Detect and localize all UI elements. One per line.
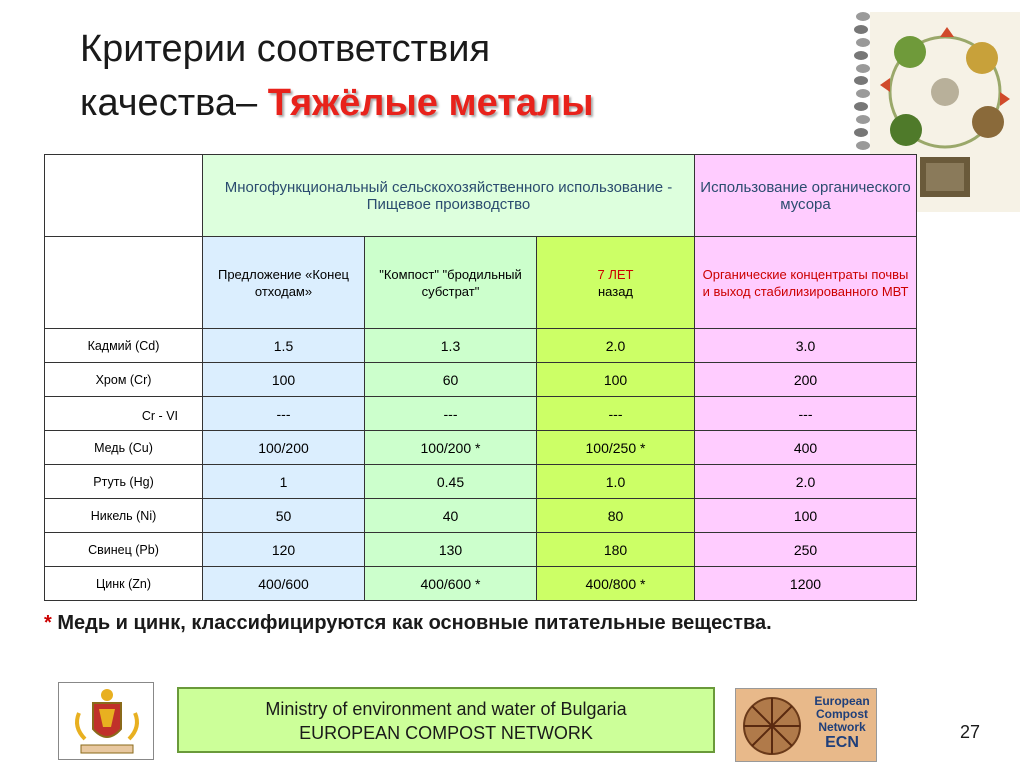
title-prefix: качества–	[80, 82, 268, 124]
cell-value: 400/600	[203, 567, 365, 601]
cell-value: 100/250 *	[537, 431, 695, 465]
cell-value: 400/800 *	[537, 567, 695, 601]
cell-value: 100	[537, 363, 695, 397]
cell-value: 1.5	[203, 329, 365, 363]
row-label-ni: Никель (Ni)	[45, 499, 203, 533]
ecn-line-3: Network	[818, 720, 866, 734]
cell-value: 60	[365, 363, 537, 397]
header-agri-use: Многофункциональный сельскохозяйственного использование - Пищевое производство	[203, 155, 695, 237]
cell-value: 400/600 *	[365, 567, 537, 601]
col-proposal: Предложение «Конец отходам»	[203, 237, 365, 329]
row-label-cr-vi: Cr - VI	[45, 397, 203, 431]
cell-value: 40	[365, 499, 537, 533]
page-number: 27	[960, 722, 981, 742]
cell-value: 2.0	[537, 329, 695, 363]
cell-value: 50	[203, 499, 365, 533]
col-years-ago	[537, 237, 695, 329]
cell-value: 3.0	[695, 329, 917, 363]
title-accent: Тяжёлые металы	[267, 82, 594, 124]
cell-value: 100/200	[203, 431, 365, 465]
ecn-logo	[735, 688, 877, 762]
cell-value: 130	[365, 533, 537, 567]
cell-value: ---	[695, 397, 917, 431]
cell-value: 1200	[695, 567, 917, 601]
cell-value: ---	[203, 397, 365, 431]
cell-value: 2.0	[695, 465, 917, 499]
cell-value: 180	[537, 533, 695, 567]
ecn-abbr: ECN	[825, 734, 859, 751]
footnote-text: Медь и цинк, классифицируются как основные питательные вещества.	[51, 612, 772, 634]
ecn-line-2: Compost	[816, 707, 868, 721]
header-organic-waste: Использование органического мусора	[695, 155, 917, 237]
footnote	[44, 612, 772, 635]
heavy-metals-table	[44, 154, 917, 601]
ecn-logo-text	[808, 695, 876, 749]
cell-value: 1.0	[537, 465, 695, 499]
row-label-zn: Цинк (Zn)	[45, 567, 203, 601]
years-ago-word: назад	[597, 283, 634, 299]
cell-value: 1.3	[365, 329, 537, 363]
title-line-1: Критерии соответствия	[80, 28, 491, 70]
corner-cell	[45, 155, 203, 237]
row-label-pb: Свинец (Pb)	[45, 533, 203, 567]
corner-cell-2	[45, 237, 203, 329]
row-label-hg: Ртуть (Hg)	[45, 465, 203, 499]
col-compost: "Компост" "бродильный субстрат"	[365, 237, 537, 329]
row-label-cr: Хром (Cr)	[45, 363, 203, 397]
cell-value: 120	[203, 533, 365, 567]
years-ago-number: 7 ЛЕТ	[597, 266, 634, 282]
cell-value: 400	[695, 431, 917, 465]
footer-line-2: EUROPEAN COMPOST NETWORK	[299, 723, 593, 743]
row-label-cd: Кадмий (Cd)	[45, 329, 203, 363]
title-line-2	[80, 76, 594, 130]
row-label-cu: Медь (Cu)	[45, 431, 203, 465]
cell-value: 200	[695, 363, 917, 397]
cell-value: 100	[695, 499, 917, 533]
footnote-star: *	[44, 612, 52, 634]
cell-value: ---	[537, 397, 695, 431]
cell-value: 250	[695, 533, 917, 567]
ecn-line-1: European	[814, 694, 870, 708]
cell-value: 0.45	[365, 465, 537, 499]
ministry-footer	[177, 687, 715, 753]
cell-value: 80	[537, 499, 695, 533]
cell-value: ---	[365, 397, 537, 431]
stone-border-decoration	[852, 12, 870, 150]
footer-line-1: Ministry of environment and water of Bulgaria	[265, 699, 627, 719]
col-organic: Органические концентраты почвы и выход стабилизированного МВТ	[695, 237, 917, 329]
bulgaria-coat-of-arms-icon	[58, 682, 154, 760]
slide-title	[80, 22, 594, 130]
cell-value: 1	[203, 465, 365, 499]
cell-value: 100/200 *	[365, 431, 537, 465]
cell-value: 100	[203, 363, 365, 397]
